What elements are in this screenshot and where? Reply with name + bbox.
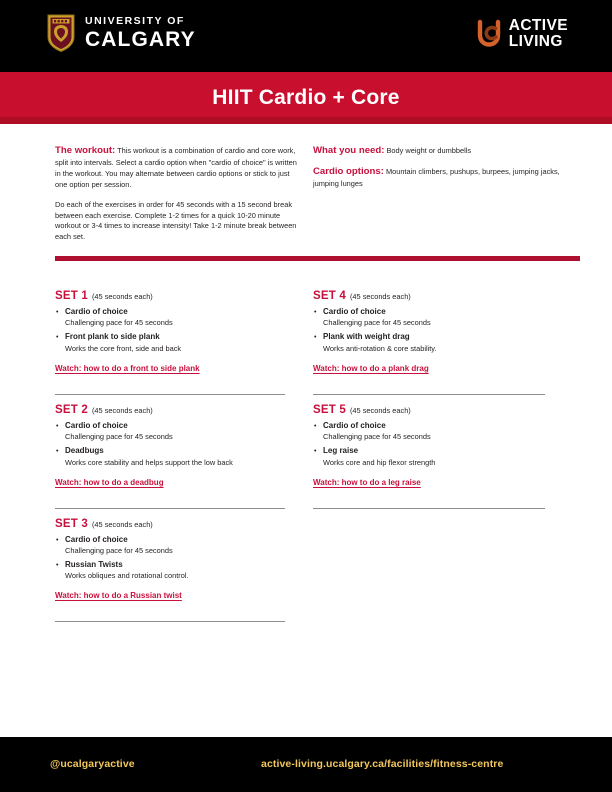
- exercise-body: [65, 307, 285, 328]
- workout-text: This workout is a combination of cardio and core work, split into intervals. Select a cardio option when "cardio of choice" is written in the workout. You may alternate between cardio options or stick to just one option per session.: [55, 146, 297, 189]
- exercise-body: [323, 446, 545, 467]
- set-block: [55, 518, 285, 612]
- exercise-description: Challenging pace for 45 seconds: [65, 432, 173, 442]
- exercise-description: Challenging pace for 45 seconds: [65, 545, 173, 555]
- brand-line-1: ACTIVE: [508, 17, 568, 34]
- bullet-icon: •: [56, 561, 59, 569]
- exercise-body: [65, 421, 285, 442]
- exercise-title: Russian Twists: [65, 559, 123, 569]
- social-handle[interactable]: @ucalgaryactive: [50, 758, 135, 770]
- exercise-item: [313, 421, 545, 442]
- set-duration-note: (45 seconds each): [349, 405, 411, 415]
- sets-left-column: [55, 290, 285, 631]
- set-divider: [55, 508, 285, 509]
- active-living-logo: [476, 18, 568, 50]
- exercise-item: [313, 332, 545, 353]
- set-divider: [313, 394, 545, 395]
- page-header: [0, 0, 612, 72]
- what-you-need-text: Body weight or dumbbells: [384, 146, 472, 155]
- set-duration-note: (45 seconds each): [91, 519, 153, 529]
- watch-video-link[interactable]: Watch: how to do a deadbug: [55, 477, 164, 487]
- exercise-item: [55, 560, 285, 581]
- bullet-icon: •: [314, 309, 317, 316]
- ucalgary-logo: [46, 13, 196, 53]
- set-duration-note: (45 seconds each): [91, 405, 153, 415]
- set-block: [55, 290, 285, 384]
- ucalgary-wordmark: [85, 16, 196, 50]
- workout-label: The workout:: [55, 145, 116, 156]
- watch-video-link[interactable]: Watch: how to do a Russian twist: [55, 591, 182, 601]
- exercise-description: Works the core front, side and back: [65, 343, 182, 353]
- bullet-icon: •: [56, 309, 59, 316]
- exercise-item: [55, 535, 285, 556]
- intro-right-column: [313, 144, 565, 190]
- intro-section: [0, 144, 612, 244]
- exercise-title: Cardio of choice: [65, 420, 128, 430]
- set-heading: [55, 290, 285, 302]
- cardio-options-paragraph: [313, 165, 565, 190]
- bullet-icon: •: [56, 536, 59, 544]
- cardio-options-label: Cardio options:: [313, 166, 384, 178]
- set-duration-note: (45 seconds each): [349, 292, 411, 301]
- exercise-body: [65, 560, 285, 581]
- exercise-item: [55, 446, 285, 467]
- exercise-body: [65, 535, 285, 556]
- exercise-description: Works anti-rotation & core stability.: [323, 343, 437, 353]
- set-duration-note: (45 seconds each): [91, 292, 153, 301]
- set-title: SET 3: [55, 517, 88, 530]
- brand-line-2: LIVING: [508, 32, 563, 50]
- bullet-icon: •: [314, 448, 317, 456]
- exercise-title: Leg raise: [323, 446, 359, 456]
- exercise-body: [323, 421, 545, 442]
- bullet-icon: •: [314, 422, 317, 430]
- active-living-uc-mark-icon: [476, 19, 502, 49]
- page-footer: [0, 737, 612, 792]
- set-title: SET 2: [55, 403, 88, 416]
- exercise-item: [313, 307, 545, 328]
- exercise-description: Challenging pace for 45 seconds: [323, 432, 431, 442]
- exercise-title: Cardio of choice: [323, 307, 386, 316]
- exercise-item: [55, 332, 285, 353]
- exercise-title: Front plank to side plank: [65, 332, 160, 342]
- ucalgary-shield-icon: [46, 13, 76, 53]
- exercise-item: [55, 307, 285, 328]
- set-block: [313, 290, 545, 384]
- section-divider-rule: [55, 256, 580, 261]
- set-divider: [55, 394, 285, 395]
- exercise-description: Works core stability and helps support the low back: [65, 457, 233, 467]
- website-url[interactable]: active-living.ucalgary.ca/facilities/fitness-centre: [261, 758, 504, 770]
- intro-left-column: [55, 144, 303, 243]
- set-title: SET 4: [313, 290, 346, 302]
- watch-video-link[interactable]: Watch: how to do a leg raise: [313, 477, 421, 487]
- exercise-description: Works core and hip flexor strength: [323, 457, 436, 467]
- bullet-icon: •: [56, 334, 59, 342]
- exercise-body: [65, 446, 285, 467]
- set-heading: [313, 290, 545, 302]
- watch-video-link[interactable]: Watch: how to do a plank drag: [313, 363, 429, 373]
- workout-paragraph: [55, 144, 303, 191]
- exercise-description: Challenging pace for 45 seconds: [323, 318, 431, 328]
- exercise-description: Challenging pace for 45 seconds: [65, 318, 173, 328]
- exercise-description: Works obliques and rotational control.: [65, 571, 189, 581]
- title-banner: [0, 72, 612, 124]
- active-living-wordmark: [509, 18, 568, 50]
- set-divider: [313, 508, 545, 509]
- title-banner-shadow-strip: [0, 117, 612, 124]
- exercise-item: [55, 421, 285, 442]
- what-you-need-paragraph: [313, 144, 565, 158]
- exercise-title: Cardio of choice: [65, 534, 128, 544]
- what-you-need-label: What you need:: [313, 145, 385, 156]
- exercise-body: [323, 332, 545, 353]
- university-line-1: UNIVERSITY OF: [85, 15, 185, 28]
- bullet-icon: •: [56, 422, 59, 430]
- set-block: [55, 404, 285, 498]
- instructions-paragraph: Do each of the exercises in order for 45 seconds with a 15 second break between each exercise. Complete 1-2 times for a quick 10-20 minute workout or 3-4 times to increase intensity! Take 1-2 minute break between each set.: [55, 199, 297, 242]
- set-title: SET 5: [313, 403, 346, 416]
- university-line-2: CALGARY: [85, 27, 196, 51]
- exercise-title: Deadbugs: [65, 446, 104, 456]
- sets-right-column: [313, 290, 545, 518]
- set-title: SET 1: [55, 290, 88, 302]
- set-heading: [313, 404, 545, 416]
- set-divider: [55, 621, 285, 622]
- exercise-item: [313, 446, 545, 467]
- set-block: [313, 404, 545, 498]
- set-heading: [55, 518, 285, 530]
- exercise-title: Cardio of choice: [323, 420, 386, 430]
- bullet-icon: •: [314, 334, 317, 342]
- exercise-body: [323, 307, 545, 328]
- bullet-icon: •: [56, 448, 59, 456]
- exercise-title: Plank with weight drag: [323, 332, 410, 342]
- set-heading: [55, 404, 285, 416]
- cardio-options-text: Mountain climbers, pushups, burpees, jumping jacks, jumping lunges: [313, 167, 560, 189]
- page-title: HIIT Cardio + Core: [212, 86, 400, 109]
- exercise-title: Cardio of choice: [65, 307, 128, 316]
- exercise-body: [65, 332, 285, 353]
- watch-video-link[interactable]: Watch: how to do a front to side plank: [55, 363, 200, 373]
